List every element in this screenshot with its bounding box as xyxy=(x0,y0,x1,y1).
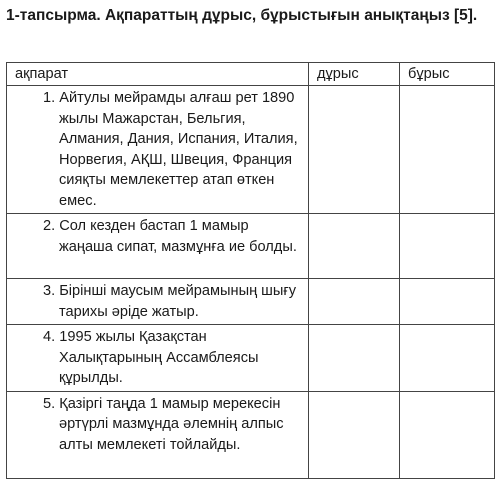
table-row xyxy=(7,391,495,478)
incorrect-cell-5[interactable] xyxy=(400,391,495,478)
table-header-row xyxy=(7,63,495,86)
correct-cell-4[interactable] xyxy=(309,325,400,392)
incorrect-cell-3[interactable] xyxy=(400,279,495,325)
statement-2: 2. Сол кезден бастап 1 мамыр жаңаша сипат, мазмұнға ие болды. xyxy=(7,214,309,279)
correct-cell-5[interactable] xyxy=(309,391,400,478)
header-incorrect: бұрыс xyxy=(400,63,495,86)
header-info: ақпарат xyxy=(7,63,309,86)
table-row xyxy=(7,214,495,279)
table-row xyxy=(7,325,495,392)
task-title: 1-тапсырма. Ақпараттың дұрыс, бұрыстығын анықтаңыз [5]. xyxy=(6,7,478,24)
info-table xyxy=(6,62,495,479)
statement-3: 3. Бірінші маусым мейрамының шығу тарихы әріде жатыр. xyxy=(7,279,309,325)
incorrect-cell-1[interactable] xyxy=(400,86,495,214)
header-correct: дұрыс xyxy=(309,63,400,86)
table-row xyxy=(7,279,495,325)
correct-cell-3[interactable] xyxy=(309,279,400,325)
statement-4: 4. 1995 жылы Қазақстан Халықтарының Ассамблеясы құрылды. xyxy=(7,325,309,392)
statement-5: 5. Қазіргі таңда 1 мамыр мерекесін әртүрлі мазмұнда әлемнің алпыс алты мемлекеті тойлайды. xyxy=(7,391,309,478)
correct-cell-1[interactable] xyxy=(309,86,400,214)
incorrect-cell-2[interactable] xyxy=(400,214,495,279)
incorrect-cell-4[interactable] xyxy=(400,325,495,392)
correct-cell-2[interactable] xyxy=(309,214,400,279)
statement-1: 1. Айтулы мейрамды алғаш рет 1890 жылы Мажарстан, Бельгия, Алмания, Дания, Испания, Италия, Норвегия, АҚШ, Швеция, Франция сияқты мемлекеттер атап өткен емес. xyxy=(7,86,309,214)
table-row xyxy=(7,86,495,214)
